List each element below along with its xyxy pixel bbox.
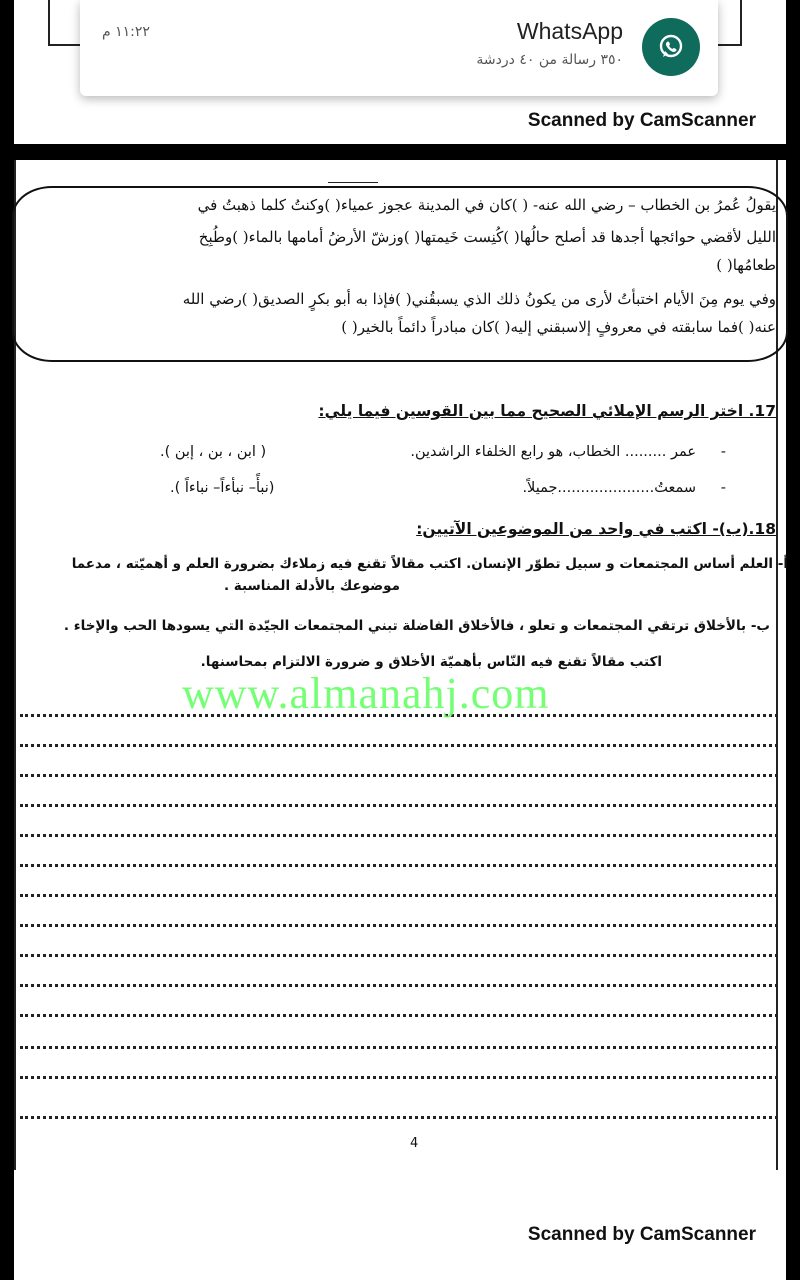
table-border [740,0,742,44]
q17-options: (نبأً– نبأءاً– نباءاً ). [170,480,275,496]
whatsapp-icon [642,18,700,76]
whatsapp-notification[interactable] [80,0,718,96]
writing-line [20,744,778,747]
writing-line [20,1014,778,1017]
passage-line: وفي يوم مِنَ الأيام اختبأتُ لأرى من يكونُ ذلك الذي يسبقُني( )فإذا به أبو بكرٍ الصديق( )رضي الله [182,290,776,308]
table-border [718,44,742,46]
topic-a-line: موضوعك بالأدلة المناسبة . [223,578,400,594]
top-rule [328,182,378,183]
writing-line [20,774,778,777]
notification-app-name: WhatsApp [516,18,623,44]
camscanner-label: Scanned by CamScanner [527,110,756,131]
writing-line [20,804,778,807]
passage-line: الليل لأقضي حوائجها أجدها قد أصلح حالُها( )كُنِست خَيمتها( )وزشّ الأرضُ أمامها بالماء( )وطُبِخ [198,228,776,246]
q17-sentence: سمعتُ.....................جميلاً. [522,480,696,496]
writing-line [20,1076,778,1079]
writing-line [20,954,778,957]
q17-bullet: - [720,444,726,460]
topic-b-line: ب- بالأخلاق ترتقي المجتمعات و تعلو ، فالأخلاق الفاضلة تبني المجتمعات الجيّدة التي يسودها الحب والإخاء . [63,618,770,634]
question-18-heading: 18.(ب)- اكتب في واحد من الموضوعين الآتيين: [416,520,776,538]
page-number: 4 [410,1136,419,1151]
writing-line [20,864,778,867]
question-17-heading: 17. اختر الرسم الإملائي الصحيح مما بين القوسين فيما يلي: [318,402,776,420]
notification-summary: ٣٥٠ رسالة من ٤٠ دردشة [476,52,623,68]
writing-line [20,1116,778,1119]
camscanner-label: Scanned by CamScanner [527,1224,756,1245]
q17-sentence: عمر ......... الخطاب، هو رابع الخلفاء الراشدين. [410,444,696,460]
passage-line: عنه( )فما سابقته في معروفٍ إلاسبقني إليه( )كان مبادراً دائماً بالخير( ) [341,318,776,336]
watermark: www.almanahj.com [182,669,550,718]
notification-time: ١١:٢٢ م [102,24,150,40]
passage-box [12,186,788,362]
writing-line [20,894,778,897]
writing-line [20,834,778,837]
q17-options: ( ابن ، بن ، إبن ). [160,444,267,460]
writing-line [20,984,778,987]
writing-line [20,924,778,927]
passage-line: طعامُها( ) [716,256,776,274]
q17-bullet: - [720,480,726,496]
topic-b-line: اكتب مقالاً تقنع فيه النّاس بأهميّة الأخلاق و ضرورة الالتزام بمحاسنها. [200,654,662,670]
writing-line [20,1046,778,1049]
passage-line: يقولُ عُمرُ بن الخطاب – رضي الله عنه- ( )كان في المدينة عجوز عمياء( )وكنتُ كلما ذهبتُ في [197,196,776,214]
table-border [48,0,50,44]
topic-a-line: أ- العلم أساس المجتمعات و سبيل تطوّر الإنسان. اكتب مقالاً تقنع فيه زملاءك بضرورة العلم و أهميّته ، مدعما [71,556,788,572]
